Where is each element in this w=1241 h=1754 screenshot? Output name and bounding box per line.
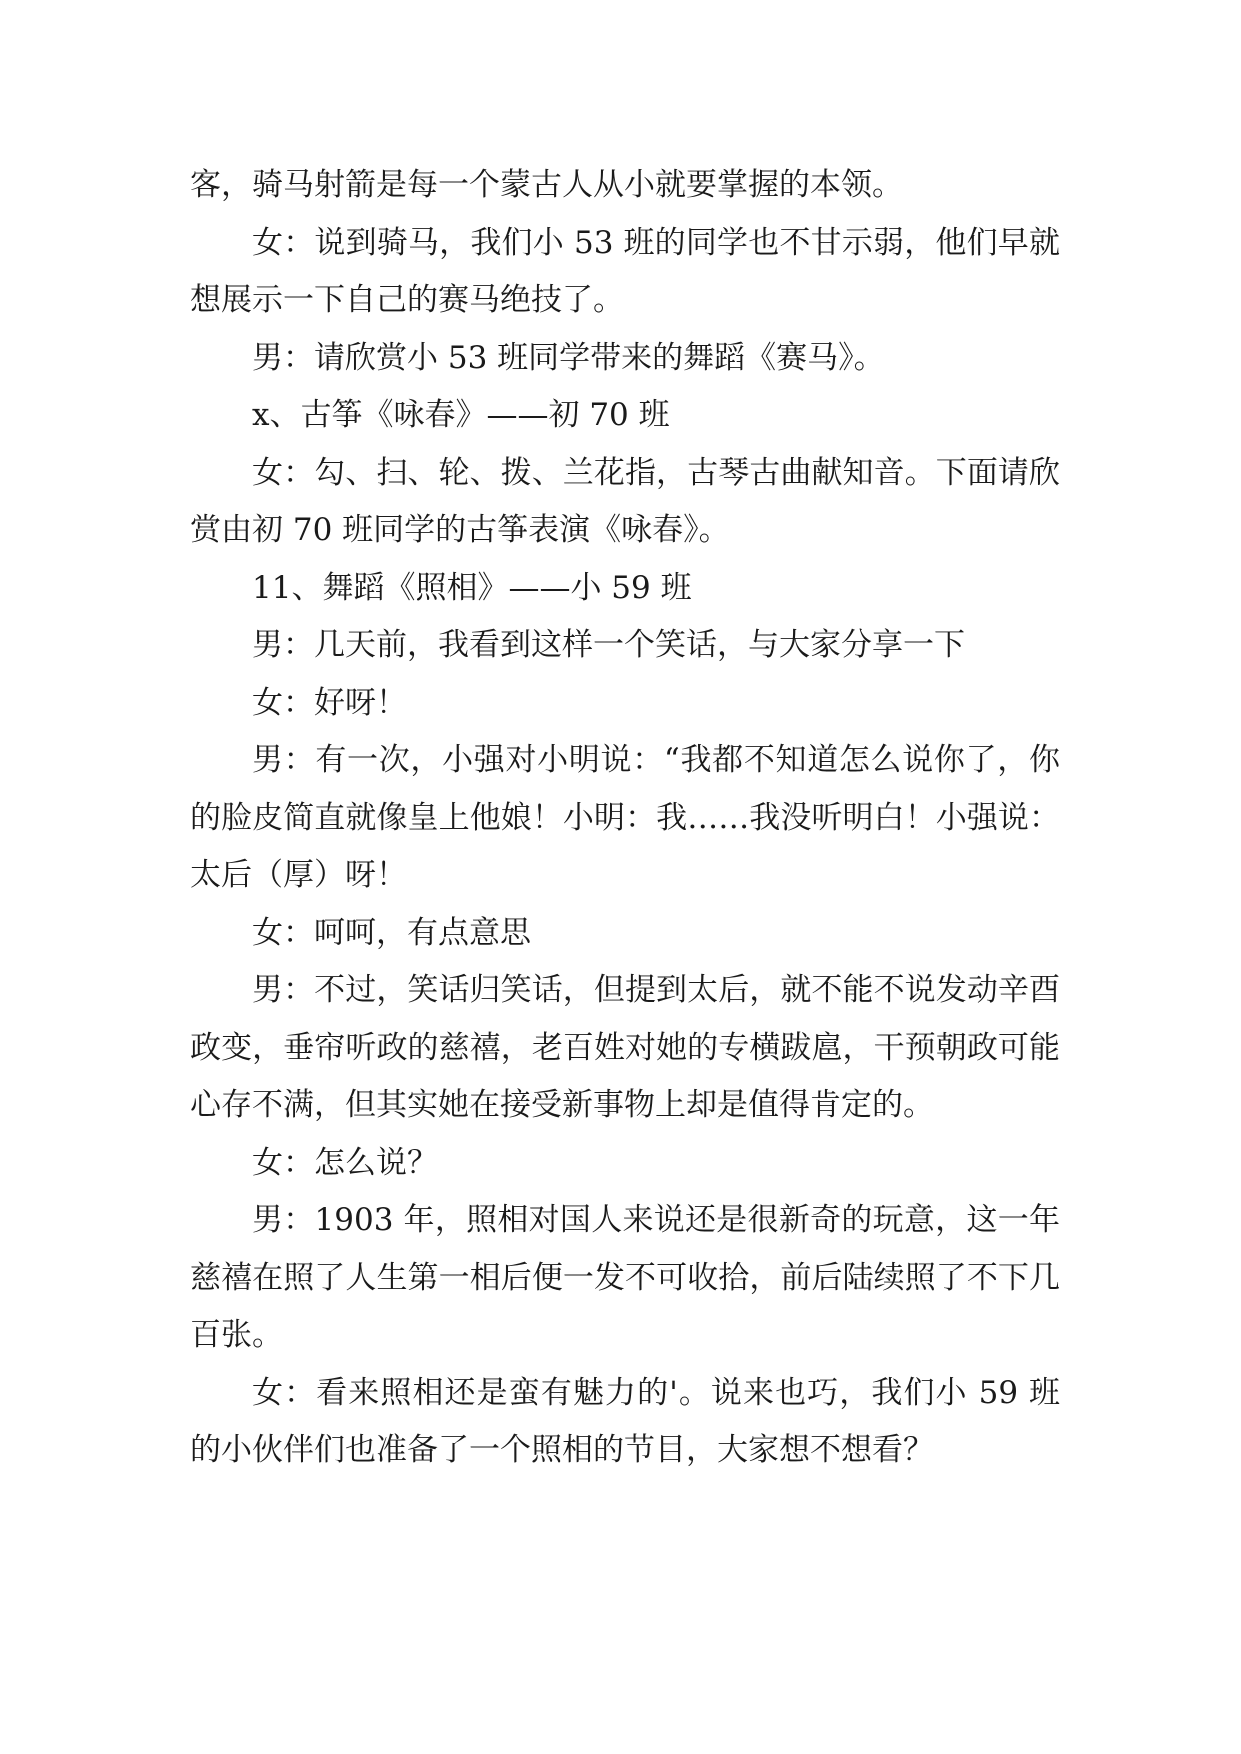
paragraph: 客，骑马射箭是每一个蒙古人从小就要掌握的本领。 — [190, 167, 903, 203]
paragraph: 女：好呀！ — [252, 684, 407, 721]
paragraph: 女：看来照相还是蛮有魅力的'。说来也巧，我们小 59 班的小伙伴们也准备了一个照相的节目，大家想不想看？ — [190, 1374, 1060, 1468]
paragraph: 男：几天前，我看到这样一个笑话，与大家分享一下 — [252, 627, 965, 663]
paragraph: 男：有一次，小强对小明说：“我都不知道怎么说你了，你的脸皮简直就像皇上他娘！小明：我……我没听明白！小强说：太后（厚）呀！ — [190, 742, 1060, 893]
paragraph: 男：1903 年，照相对国人来说还是很新奇的玩意，这一年慈禧在照了人生第一相后便一发不可收拾，前后陆续照了不下几百张。 — [190, 1202, 1060, 1353]
section-heading: x、古筝《咏春》——初 70 班 — [252, 397, 670, 433]
paragraph: 女：呵呵，有点意思 — [252, 914, 531, 951]
paragraph: 女：勾、扫、轮、拨、兰花指，古琴古曲献知音。下面请欣赏由初 70 班同学的古筝表演《咏春》。 — [190, 454, 1060, 548]
section-heading: 11、舞蹈《照相》——小 59 班 — [252, 569, 692, 606]
paragraph: 男：请欣赏小 53 班同学带来的舞蹈《赛马》。 — [252, 339, 885, 376]
paragraph: 女：说到骑马，我们小 53 班的同学也不甘示弱，他们早就想展示一下自己的赛马绝技了。 — [190, 224, 1060, 318]
paragraph: 女：怎么说？ — [252, 1144, 438, 1181]
paragraph: 男：不过，笑话归笑话，但提到太后，就不能不说发动辛酉政变，垂帘听政的慈禧，老百姓对她的专横跋扈，干预朝政可能心存不满，但其实她在接受新事物上却是值得肯定的。 — [190, 972, 1060, 1123]
document-body — [190, 157, 1060, 1480]
